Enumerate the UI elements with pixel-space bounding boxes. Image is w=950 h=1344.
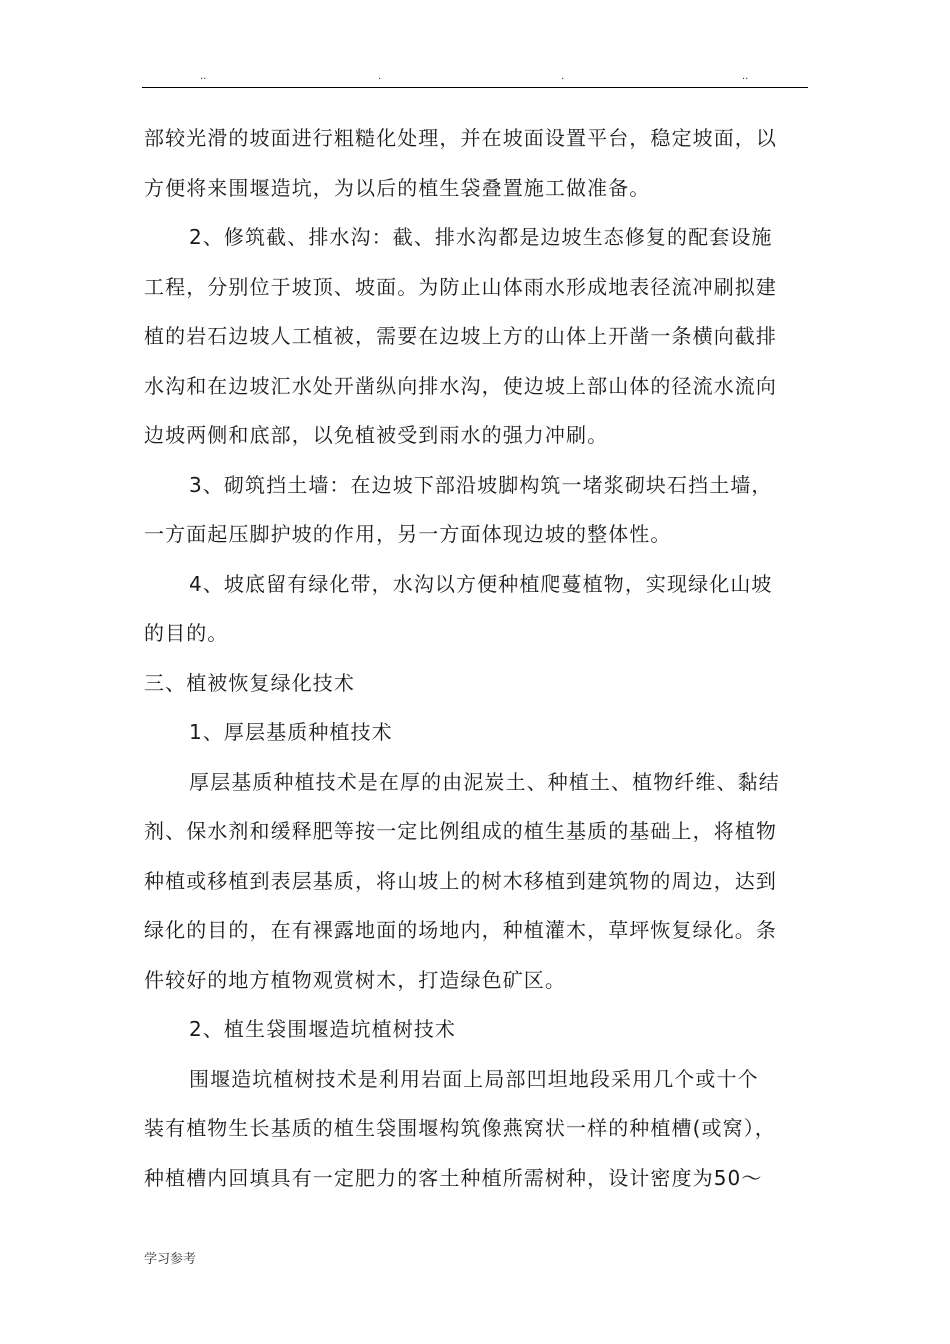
text-line: 边坡两侧和底部，以免植被受到雨水的强力冲刷。 xyxy=(144,423,609,447)
text-line: 方便将来围堰造坑，为以后的植生袋叠置施工做准备。 xyxy=(144,175,651,200)
paragraph-start: 围堰造坑植树技术是利用岩面上局部凹坦地段采用几个或十个 xyxy=(189,1066,759,1091)
text-line: 装有植物生长基质的植生袋围堰构筑像燕窝状一样的种植槽(或窝）， xyxy=(144,1116,776,1140)
text-line: 水沟和在边坡汇水处开凿纵向排水沟，使边坡上部山体的径流水流向 xyxy=(144,373,777,398)
page-header-marks xyxy=(142,72,808,86)
text-line: 件较好的地方植物观赏树木，打造绿色矿区。 xyxy=(144,967,566,992)
document-body xyxy=(144,114,810,1203)
paragraph-start: 厚层基质种植技术是在厚的由泥炭土、种植土、植物纤维、黏结 xyxy=(189,769,780,794)
header-mark: .. xyxy=(742,71,749,82)
paragraph-start: 3、砌筑挡土墙：在边坡下部沿坡脚构筑一堵浆砌块石挡土墙， xyxy=(189,472,773,497)
text-line: 植的岩石边坡人工植被，需要在边坡上方的山体上开凿一条横向截排 xyxy=(144,324,777,348)
paragraph-start: 4、坡底留有绿化带，水沟以方便种植爬蔓植物，实现绿化山坡 xyxy=(189,571,773,596)
header-mark: .. xyxy=(200,71,207,82)
subsection-heading: 2、植生袋围堰造坑植树技术 xyxy=(189,1017,457,1041)
header-mark: . xyxy=(378,71,382,82)
text-line: 剂、保水剂和缓释肥等按一定比例组成的植生基质的基础上，将植物 xyxy=(144,819,777,843)
subsection-heading: 1、厚层基质种植技术 xyxy=(189,720,393,744)
text-line: 绿化的目的，在有裸露地面的场地内，种植灌木，草坪恢复绿化。条 xyxy=(144,918,777,942)
header-divider xyxy=(142,87,808,88)
page-footer-label: 学习参考 xyxy=(144,1252,197,1267)
section-heading: 三、植被恢复绿化技术 xyxy=(144,670,355,695)
text-line: 一方面起压脚护坡的作用，另一方面体现边坡的整体性。 xyxy=(144,522,672,546)
text-line: 的目的。 xyxy=(144,621,229,645)
header-mark: . xyxy=(561,71,565,82)
text-line: 种植或移植到表层基质，将山坡上的树木移植到建筑物的周边，达到 xyxy=(144,868,777,893)
paragraph-start: 2、修筑截、排水沟：截、排水沟都是边坡生态修复的配套设施 xyxy=(189,225,773,249)
text-line: 工程，分别位于坡顶、坡面。为防止山体雨水形成地表径流冲刷拟建 xyxy=(144,274,777,299)
text-line: 种植槽内回填具有一定肥力的客土种植所需树种，设计密度为50～ xyxy=(144,1165,763,1190)
text-line: 部较光滑的坡面进行粗糙化处理，并在坡面设置平台，稳定坡面，以 xyxy=(144,126,777,150)
